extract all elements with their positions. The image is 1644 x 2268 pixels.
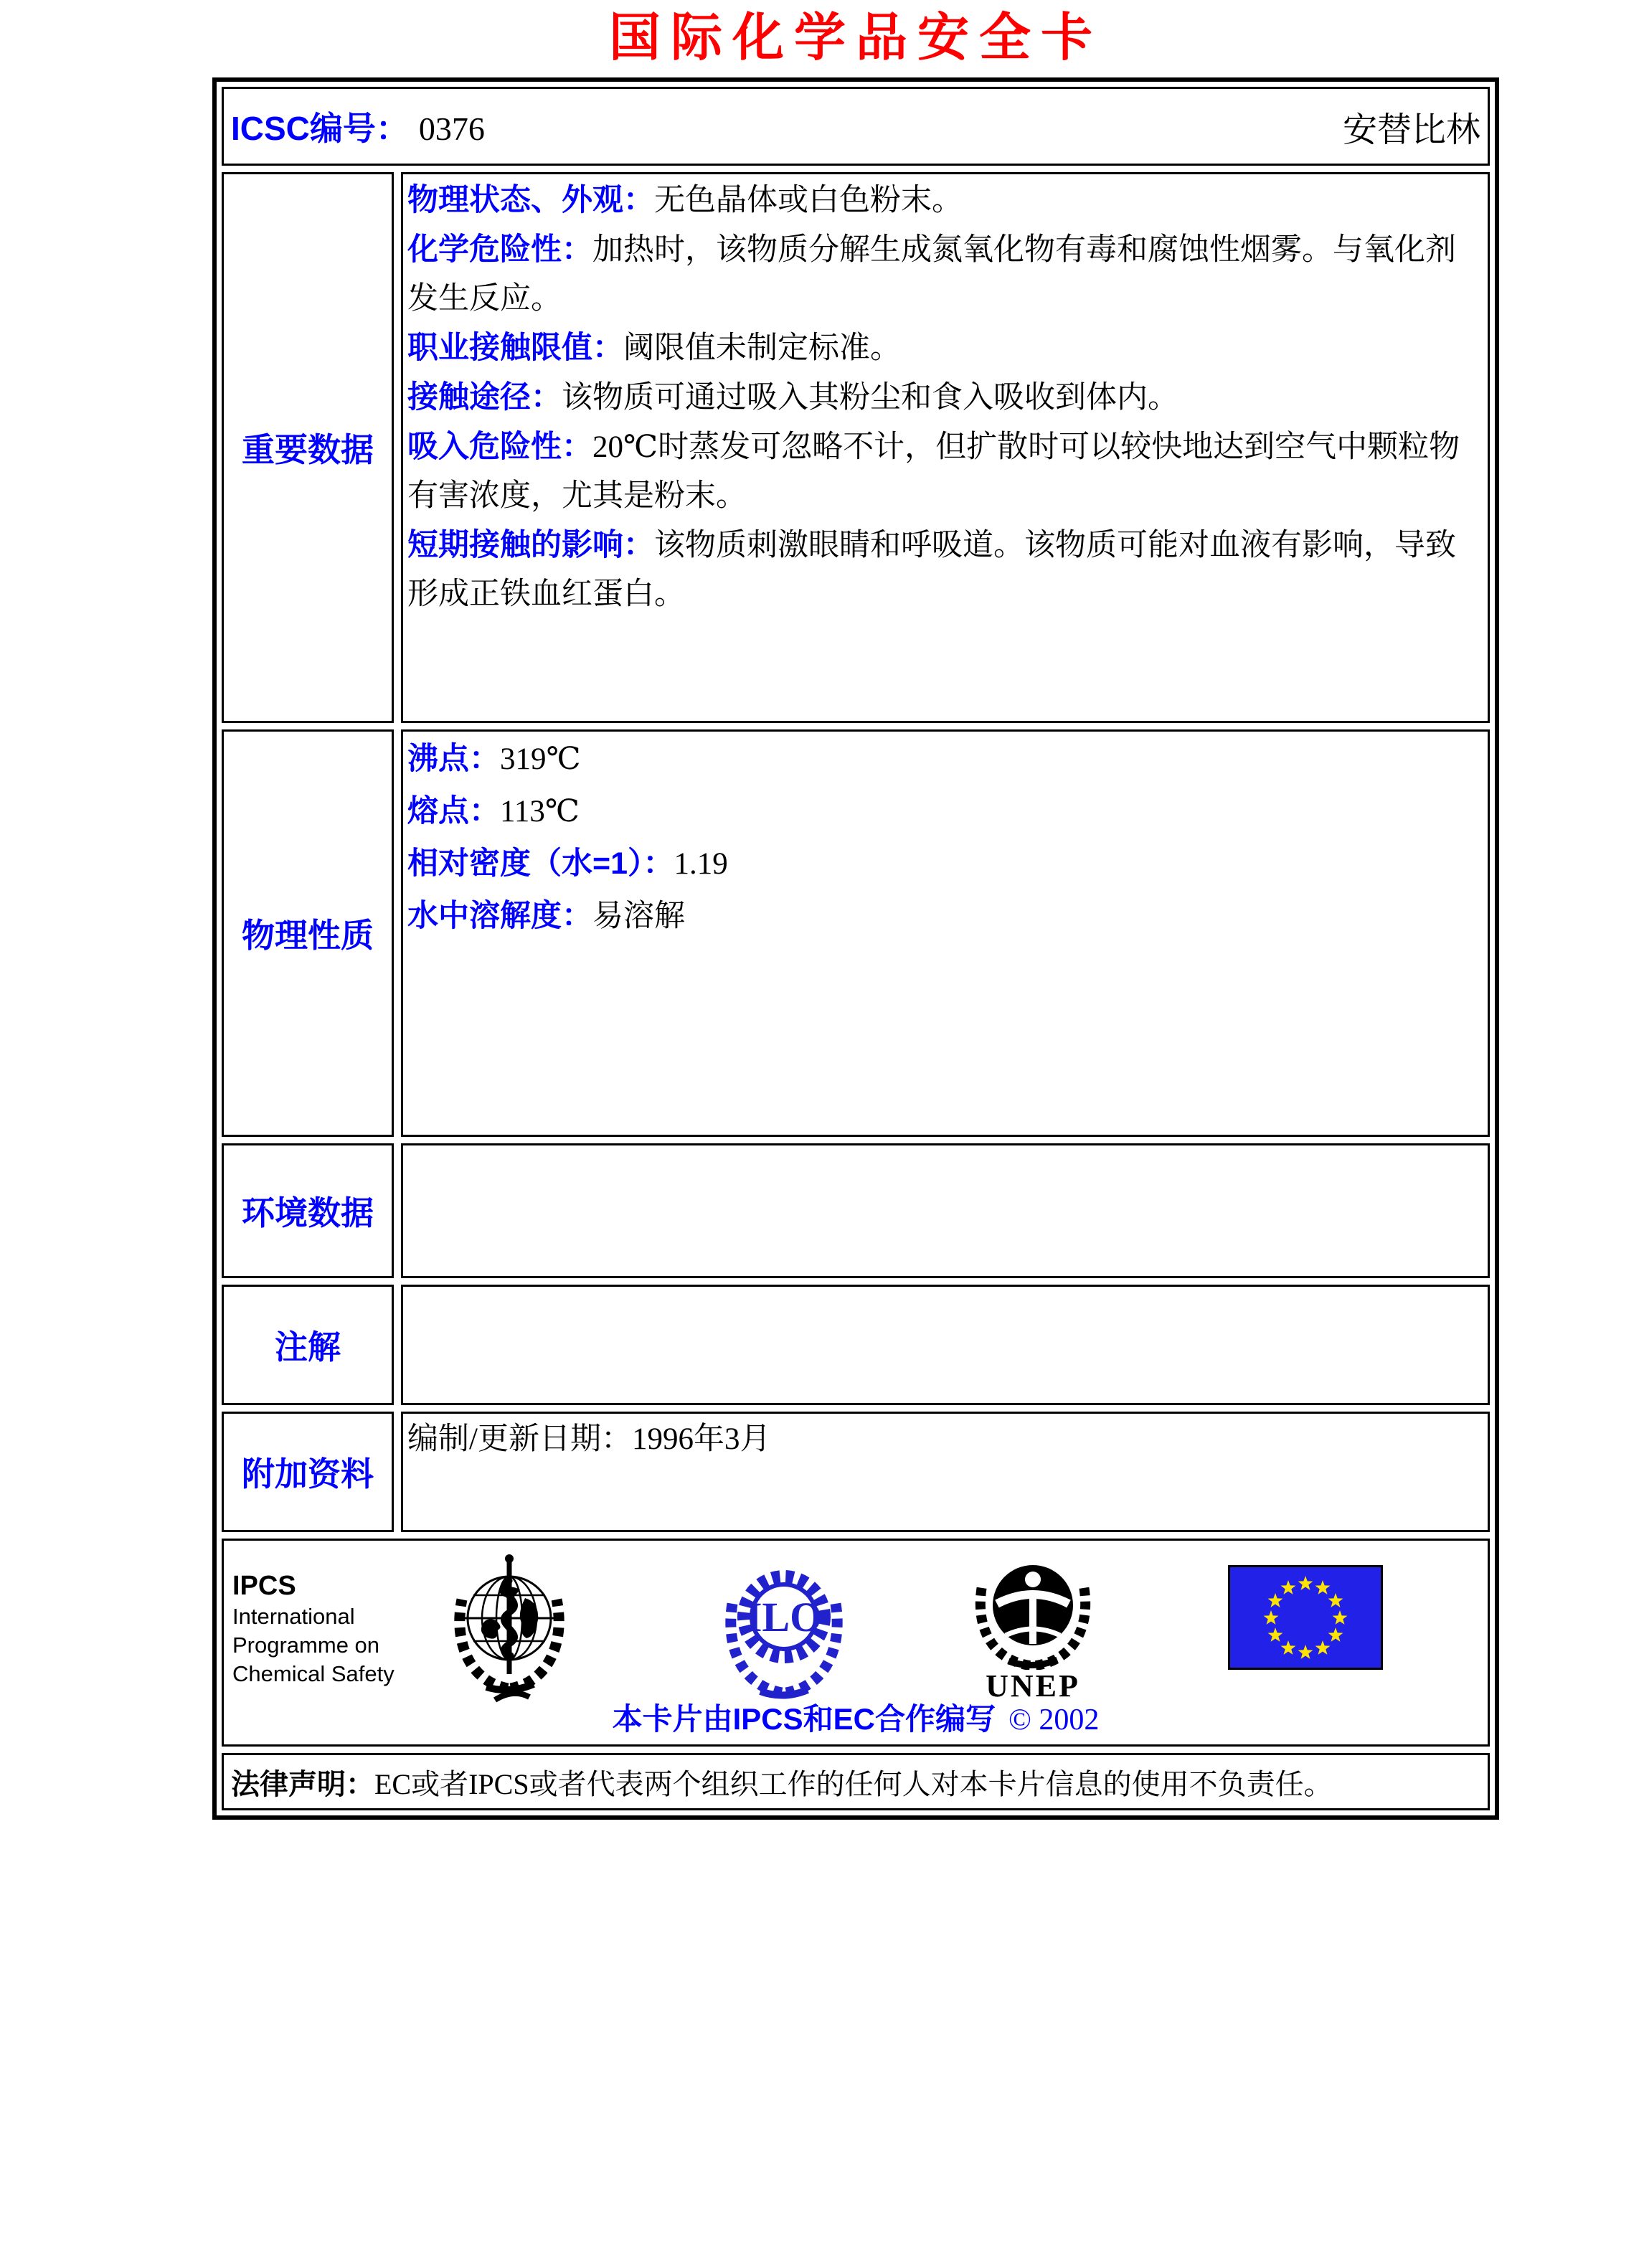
item-update-date: [407, 1415, 1479, 1464]
section-label-important-data: 重要数据: [222, 172, 394, 723]
item-text: 1996年3月: [631, 1422, 771, 1456]
eu-flag-icon: [1228, 1565, 1383, 1673]
footer-cell: [222, 1539, 1490, 1747]
item-text: 阈限值未制定标准。: [623, 331, 901, 365]
unep-icon: [961, 1542, 1105, 1704]
ipcs-subtitle-line: Programme on: [232, 1633, 380, 1658]
item-text: 该物质可通过吸入其粉尘和食入吸收到体内。: [562, 381, 1178, 415]
item-text: 该物质刺激眼睛和呼吸道。该物质可能对血液有影响，导致形成正铁血红蛋白。: [407, 529, 1456, 611]
item-label: 物理状态、外观：: [407, 183, 654, 217]
item-text: 1.19: [674, 847, 728, 881]
icsc-number-label: ICSC编号：: [231, 110, 409, 147]
unep-label: UNEP: [986, 1668, 1080, 1704]
legal-row: [222, 1753, 1490, 1810]
footer-caption-text: 本卡片由IPCS和EC合作编写: [612, 1702, 996, 1736]
item-text: 加热时，该物质分解生成氮氧化物有毒和腐蚀性烟雾。与氧化剂发生反应。: [407, 233, 1456, 316]
section-label-notes: 注解: [222, 1285, 394, 1405]
legal-text: EC或者IPCS或者代表两个组织工作的任何人对本卡片信息的使用不负责任。: [374, 1767, 1333, 1800]
ipcs-subtitle-line: International: [232, 1604, 355, 1629]
item-label: 沸点：: [407, 742, 500, 776]
item-relative-density: [407, 838, 1479, 890]
legal-cell: [222, 1753, 1490, 1810]
item-short-term-effects: [407, 521, 1479, 619]
ipcs-subtitle-line: Chemical Safety: [232, 1661, 395, 1686]
legal-label: 法律声明：: [231, 1768, 374, 1800]
section-content-notes: [401, 1285, 1490, 1405]
ipcs-block: [232, 1569, 395, 1688]
item-text: 319℃: [500, 742, 581, 776]
who-icon: [445, 1546, 574, 1709]
header-cell: [222, 87, 1490, 166]
section-content-additional-info: [401, 1412, 1490, 1532]
section-important-data: [222, 172, 1490, 723]
footer-row: [222, 1539, 1490, 1747]
ilo-icon: [717, 1546, 851, 1709]
header-row: [222, 87, 1490, 166]
item-label: 接触途径：: [407, 380, 562, 415]
item-text: 易溶解: [592, 899, 685, 933]
item-label: 短期接触的影响：: [407, 528, 654, 562]
item-label: 熔点：: [407, 794, 500, 828]
item-label: 吸入危险性：: [407, 430, 592, 464]
section-content-important-data: [401, 172, 1490, 723]
item-exposure-route: [407, 373, 1479, 422]
section-physical-properties: [222, 729, 1490, 1137]
section-label-environmental-data: 环境数据: [222, 1143, 394, 1278]
footer-caption: [224, 1696, 1488, 1739]
ipcs-title: IPCS: [232, 1571, 296, 1601]
section-notes: [222, 1285, 1490, 1405]
item-label: 水中溶解度：: [407, 899, 592, 933]
section-label-physical-properties: 物理性质: [222, 729, 394, 1137]
svg-text:ILO: ILO: [745, 1594, 823, 1640]
item-occupational-limit: [407, 323, 1479, 373]
chemical-name: 安替比林: [1342, 110, 1480, 149]
item-boiling-point: [407, 733, 1479, 785]
section-environmental-data: [222, 1143, 1490, 1278]
item-label: 编制/更新日期：: [407, 1422, 632, 1456]
item-inhalation-risk: [407, 422, 1479, 521]
item-text: 无色晶体或白色粉末。: [654, 184, 963, 217]
item-text: 113℃: [500, 795, 580, 828]
section-content-environmental-data: [401, 1143, 1490, 1278]
section-label-additional-info: 附加资料: [222, 1412, 394, 1532]
icsc-number-value: 0376: [418, 110, 485, 147]
icsc-number-group: [231, 103, 485, 150]
footer-copyright: © 2002: [1008, 1704, 1100, 1737]
icsc-card: [212, 77, 1499, 1820]
section-content-physical-properties: [401, 729, 1490, 1137]
item-label: 化学危险性：: [407, 232, 592, 267]
item-label: 相对密度（水=1）：: [407, 846, 674, 881]
page-title: 国际化学品安全卡: [608, 6, 1102, 67]
item-text: 20℃时蒸发可忽略不计，但扩散时可以较快地达到空气中颗粒物有害浓度，尤其是粉末。: [407, 430, 1460, 513]
item-melting-point: [407, 785, 1479, 838]
item-physical-state: [407, 176, 1479, 225]
item-chemical-danger: [407, 225, 1479, 323]
section-additional-info: [222, 1412, 1490, 1532]
item-label: 职业接触限值：: [407, 331, 623, 365]
item-water-solubility: [407, 890, 1479, 942]
